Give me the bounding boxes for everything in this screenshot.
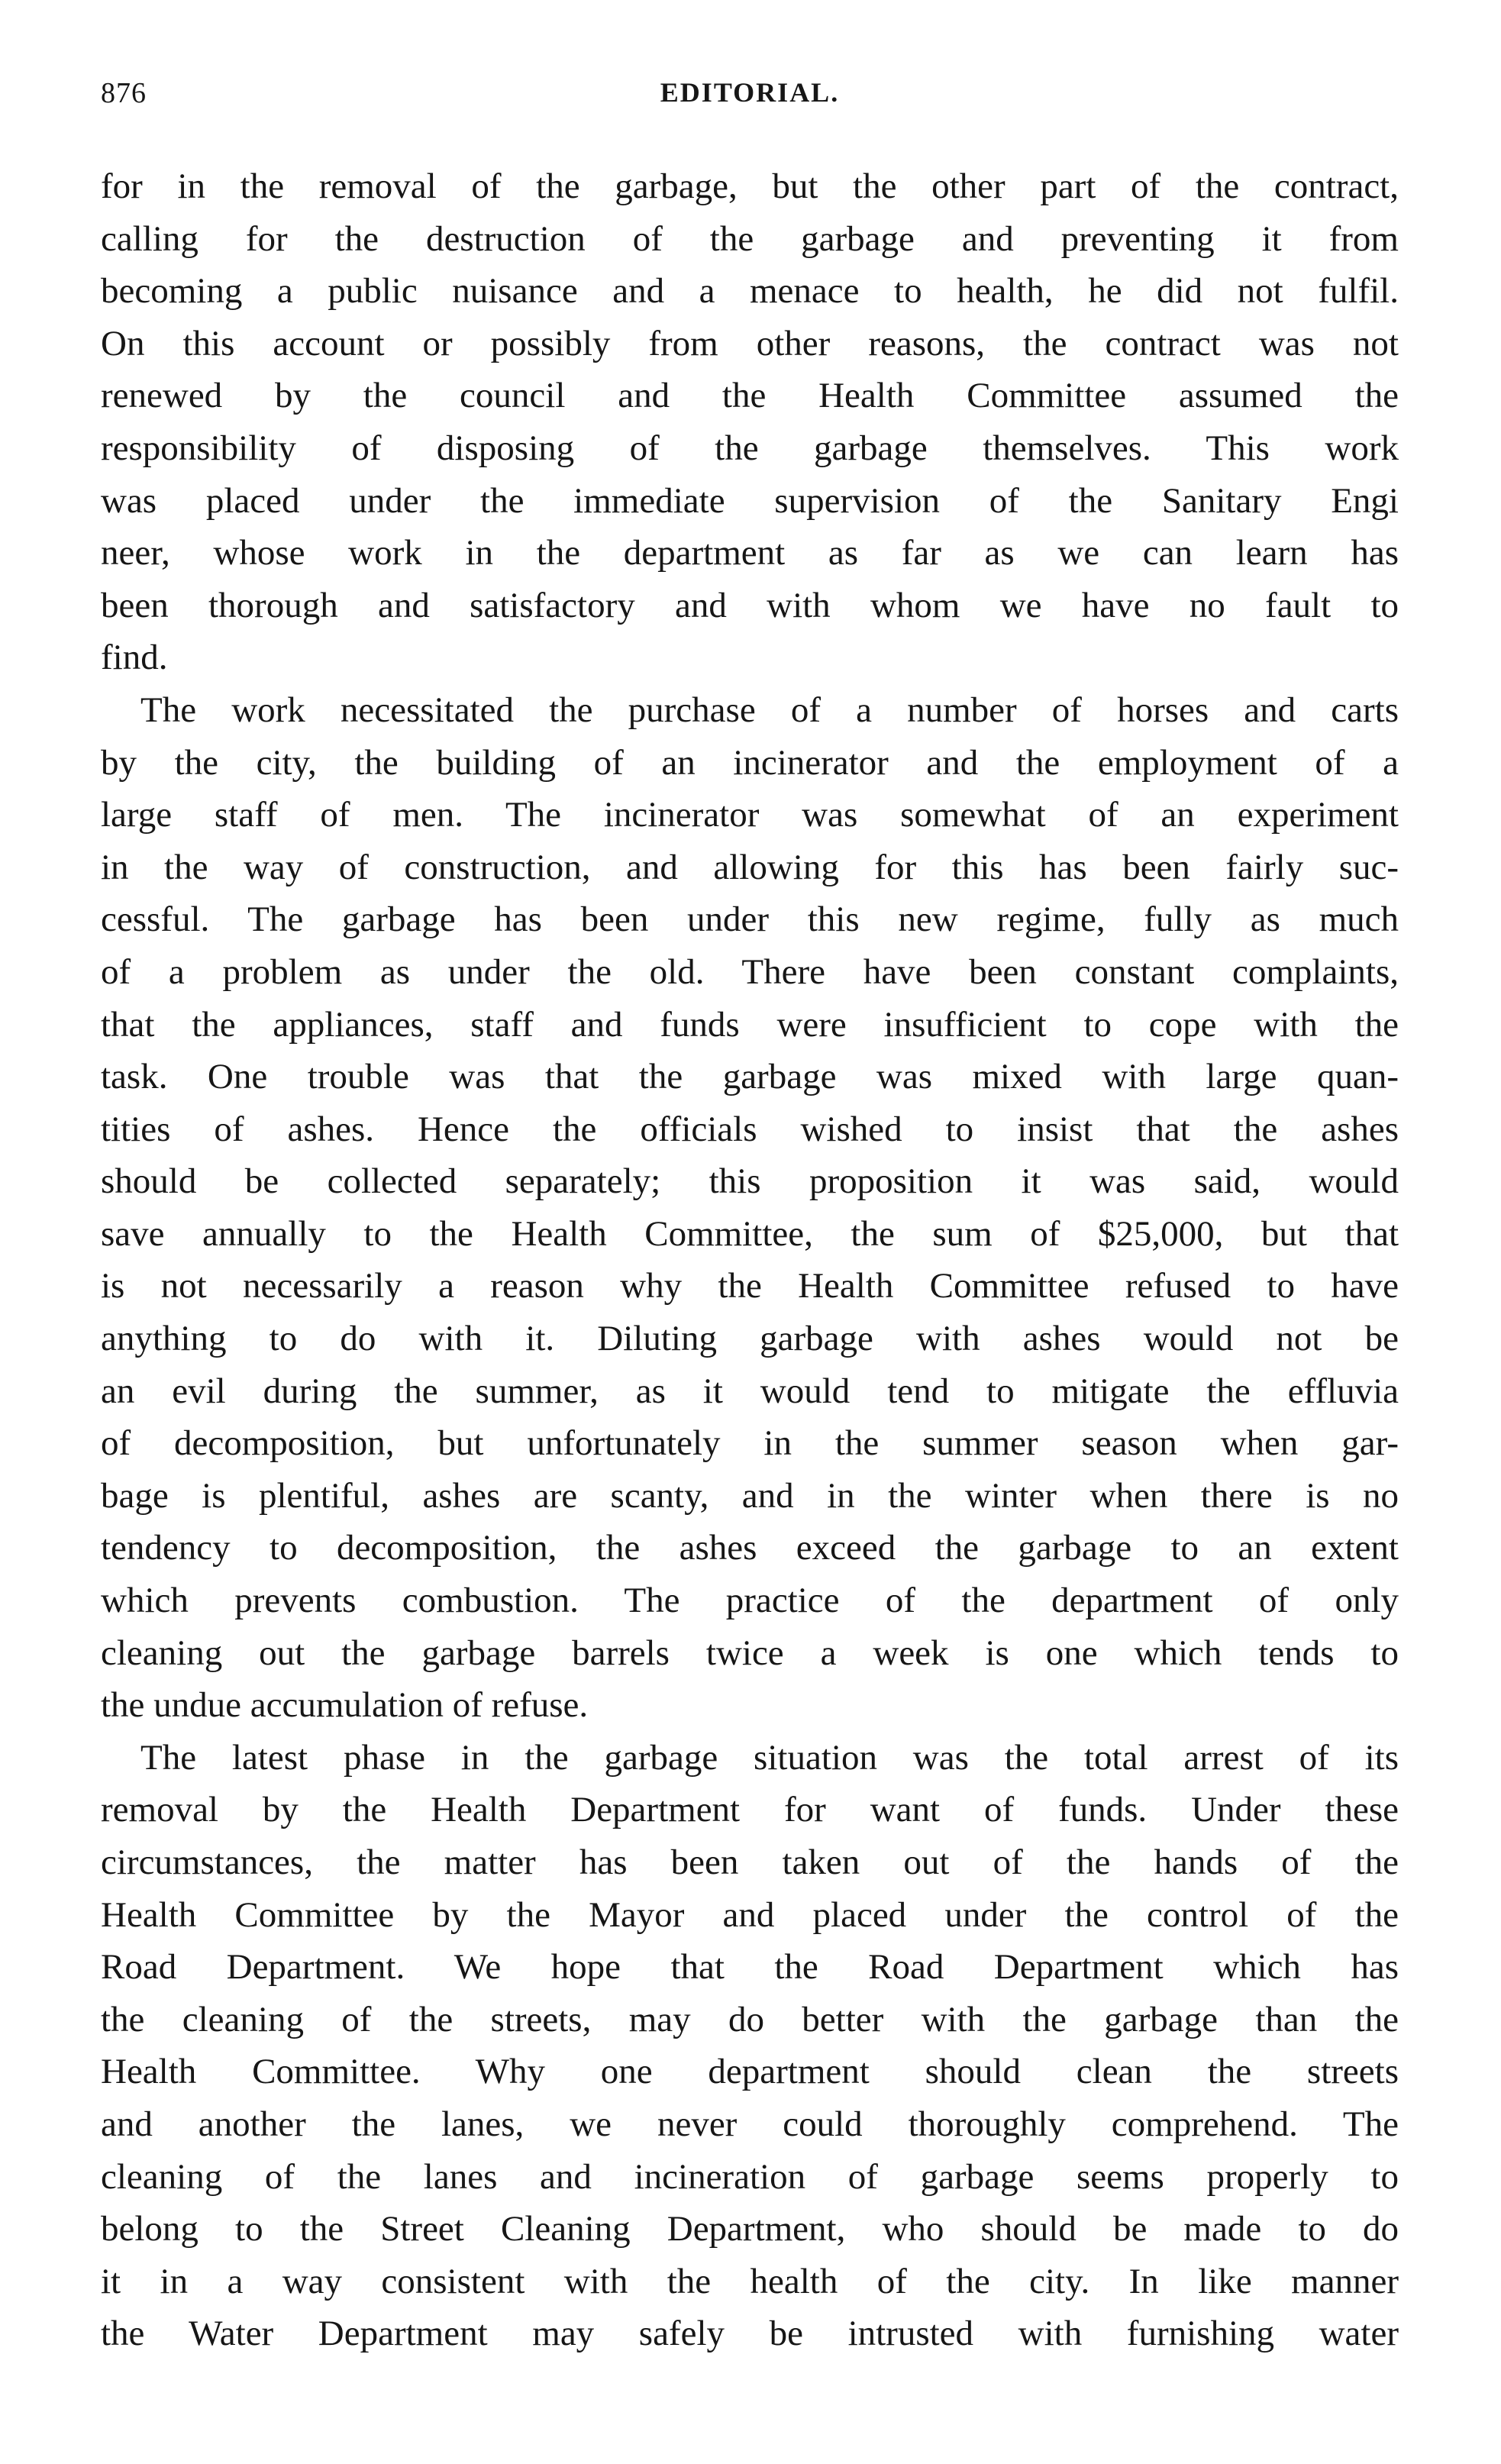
text-line: belong to the Street Cleaning Department, who should be made to do — [101, 2209, 1399, 2249]
text-line: in the way of construction, and allowing for this has been fairly suc- — [101, 847, 1399, 887]
text-line: that the appliances, staff and funds were insufficient to cope with the — [101, 1004, 1399, 1045]
text-line: cleaning out the garbage barrels twice a week is one which tends to — [101, 1632, 1399, 1673]
text-line: tities of ashes. Hence the officials wished to insist that the ashes — [101, 1109, 1399, 1149]
text-line: been thorough and satisfactory and with whom we have no fault to — [101, 585, 1399, 625]
paragraph-1 — [101, 160, 1399, 684]
text-line: The work necessitated the purchase of a number of horses and carts — [140, 689, 1399, 730]
text-line: tendency to decomposition, the ashes exceed the garbage to an extent — [101, 1528, 1399, 1568]
running-head: EDITORIAL. — [660, 77, 840, 108]
body-text — [101, 160, 1399, 2360]
text-line: the cleaning of the streets, may do better with the garbage than the — [101, 1999, 1399, 2039]
text-line: renewed by the council and the Health Committee assumed the — [101, 376, 1399, 416]
document-page — [101, 76, 1399, 2360]
text-line: large staff of men. The incinerator was somewhat of an experiment — [101, 795, 1399, 835]
text-line: of decomposition, but unfortunately in the summer season when gar- — [101, 1423, 1399, 1464]
text-line: Health Committee by the Mayor and placed under the control of the — [101, 1894, 1399, 1935]
paragraph-3 — [101, 1732, 1399, 2360]
text-line: anything to do with it. Diluting garbage with ashes would not be — [101, 1319, 1399, 1359]
text-line: calling for the destruction of the garbage and preventing it from — [101, 218, 1399, 259]
text-line: an evil during the summer, as it would tend to mitigate the effluvia — [101, 1371, 1399, 1411]
text-line: bage is plentiful, ashes are scanty, and in the winter when there is no — [101, 1475, 1399, 1516]
text-line: On this account or possibly from other reasons, the contract was not — [101, 323, 1399, 363]
text-line: for in the removal of the garbage, but the other part of the contract, — [101, 166, 1399, 206]
text-line: of a problem as under the old. There have been constant complaints, — [101, 951, 1399, 992]
text-line: circumstances, the matter has been taken out of the hands of the — [101, 1842, 1399, 1882]
paragraph-2 — [101, 684, 1399, 1732]
text-line: it in a way consistent with the health of the city. In like manner — [101, 2261, 1399, 2301]
text-line: cleaning of the lanes and incineration of garbage seems properly to — [101, 2156, 1399, 2197]
text-line: the Water Department may safely be intrusted with furnishing water — [101, 2314, 1399, 2354]
text-line: Health Committee. Why one department should clean the streets — [101, 2052, 1399, 2092]
text-line: removal by the Health Department for want of funds. Under these — [101, 1790, 1399, 1830]
text-line: cessful. The garbage has been under this new regime, fully as much — [101, 899, 1399, 940]
text-line: task. One trouble was that the garbage was mixed with large quan- — [101, 1057, 1399, 1097]
text-line: was placed under the immediate supervision of the Sanitary Engi — [101, 480, 1399, 521]
text-line: the undue accumulation of refuse. — [101, 1685, 589, 1726]
text-line: and another the lanes, we never could thoroughly comprehend. The — [101, 2104, 1399, 2144]
text-line: which prevents combustion. The practice of the department of only — [101, 1581, 1399, 1621]
page-header — [101, 76, 1399, 130]
page-number: 876 — [101, 77, 147, 109]
text-line: by the city, the building of an incinerator and the employment of a — [101, 742, 1399, 783]
text-line: Road Department. We hope that the Road Department which has — [101, 1947, 1399, 1988]
text-line: should be collected separately; this proposition it was said, would — [101, 1161, 1399, 1202]
text-line: find. — [101, 638, 168, 678]
text-line: neer, whose work in the department as far as we can learn has — [101, 533, 1399, 573]
text-line: save annually to the Health Committee, the sum of $25,000, but that — [101, 1213, 1399, 1254]
text-line: The latest phase in the garbage situation was the total arrest of its — [140, 1737, 1399, 1778]
text-line: becoming a public nuisance and a menace to health, he did not fulfil. — [101, 271, 1399, 312]
text-line: responsibility of disposing of the garbage themselves. This work — [101, 428, 1399, 468]
text-line: is not necessarily a reason why the Health Committee refused to have — [101, 1266, 1399, 1306]
